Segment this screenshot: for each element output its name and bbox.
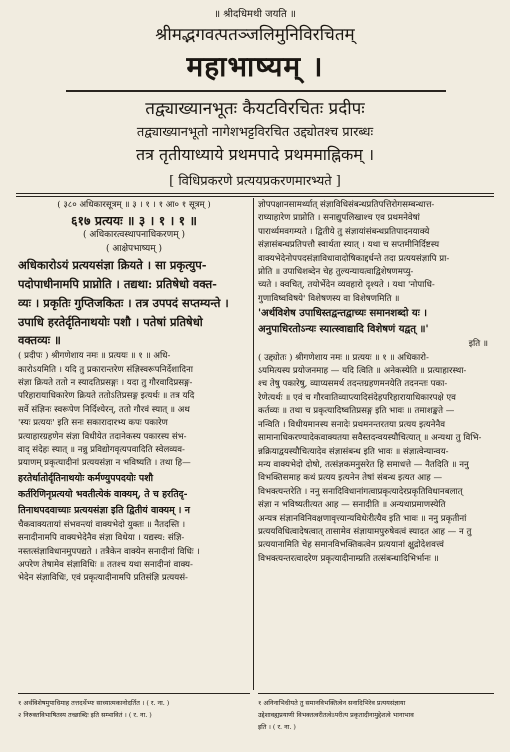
- pradipa-line: परिहारायाधिकारेण क्रियते ततोऽतिप्रसङ्ग इत्यर्थः ॥ तत्र यदि: [18, 391, 195, 402]
- top-rule: [16, 193, 494, 194]
- title-main: महाभाष्यम् ।: [186, 50, 324, 83]
- footnote-rule-left: [18, 693, 250, 694]
- sutra-reference: ( ३८० अधिकारसूत्रम् ॥ ३ । १ । १ आ० १ सूत्रम् ): [57, 200, 211, 210]
- uddyota-line: ऽयमित्यस्य प्रयोजनमाह — यदि त्विति ॥ अनेकस्येति ॥ प्रत्याहारस्था-: [258, 366, 467, 377]
- pradipa-continued-line: ज्ञोपपक्षानसामर्थ्यात् संज्ञाविधिसंबन्धप्रतिपत्तिरोगसम्बन्धात्त-: [258, 200, 435, 210]
- sutra-title: ६१७ प्रत्ययः ॥ ३ । १ । १ ॥: [70, 213, 198, 229]
- commentary-heading-2: तद्व्याख्यानभूतो नागेशभट्टविरचित उद्द्योतश्च प्रारब्धः: [136, 125, 374, 140]
- pradipa-continued-line: पारार्थ्यमवगम्यते । द्वितीये तु संज्ञायांसंबन्धप्रतिपादनयाक्ये: [258, 226, 430, 237]
- bhashya-line: उपाधि हरतेर्दृतिनाथयोः पशौ । पतेषां प्रतिषेधो: [18, 314, 203, 329]
- commentary-heading-1: तद्व्याख्यानभूतः कैयटविरचितः प्रदीपः: [145, 99, 365, 119]
- uddyota-line: कर्तव्यः ॥ तथा च प्रकृत्यादिष्वतिप्रसङ्ग इति भावः ॥ तमाशङ्कते —: [258, 406, 455, 417]
- pradipa-emphasis-line: कर्तरिणिनृप्रत्ययो भवतीत्येकं वाक्यम्, ते च हरतिदृ-: [18, 488, 188, 500]
- bhashya-line: अधिकारोऽयं प्रत्ययसंज्ञा क्रियते । सा प्रकृत्युप-: [18, 258, 207, 273]
- pradipa-line: सनादीनामपि वाक्यभेदेनैव संज्ञा विधेया । यद्यस्य: संज्ञि-: [18, 533, 185, 544]
- uddyota-line: नन्विति । विधीयमानस्य सनादेः प्रथमनन्तरतया प्रत्यय इत्यनेनैव: [258, 419, 446, 430]
- pradipa-emphasis-line: तिनाथपदवाच्याः प्रत्ययसंज्ञा इति द्वितीयं वाक्यम् । न: [18, 504, 190, 516]
- adhikarana-heading: ( अधिकारत्वस्थापनाधिकरणम् ): [83, 230, 185, 241]
- verse-quote-line: अनुपाधिरतोऽन्यः स्यात्स्वाद्यादि विशेषणं यद्वत् ॥': [258, 324, 429, 336]
- uddyota-line: अन्यत्र संज्ञानविनिवक्षणावृत्त्यान्यविधेःरीत्यैव इति भावः ॥ ननु प्रकृतीनां: [258, 513, 467, 524]
- pradipa-emphasis-line: हरतेर्धातोर्दृतिनाथयोः कर्मण्युपपदयोः पशौ: [18, 472, 153, 484]
- pradipa-line: चैकवाक्यतायां संभवन्त्यां वाक्यभेदो युक्तः ॥ नैतदस्ति ।: [18, 519, 186, 530]
- uddyota-line: न्नक्रियाद्वयस्यौचित्यादेव संज्ञासंबन्ध इति भावः ॥ संज्ञात्वेन्यान्वय-: [258, 446, 449, 457]
- pradipa-continued-line: संज्ञासंबन्धप्रतिपत्तौ स्वार्थता स्यात् । यथा च सप्तमीनिर्दिष्टस्य: [258, 240, 440, 251]
- pradipa-continued-line: राघ्याहारेण प्राप्नोति । सनाद्युपलिखाश्च एव प्रथमनेवेषां: [258, 213, 420, 224]
- bhashya-line: व्यः । प्रकृतिः गुप्तिजकितः । तत्र उपपदं सप्तम्यन्ते ।: [18, 295, 229, 310]
- uddyota-line: मन्य वाक्यभेदो दोषो, तत्संज्ञकमनुसरेत हि समाधत्ते — नैतदिति ॥ ननु: [258, 459, 469, 470]
- aksepa-heading: ( आक्षेपभाष्यम् ): [106, 243, 162, 254]
- uddyota-line: सामानाधिकरण्यादेकवाक्यतया सवैस्तदन्वयस्यौचित्यात् ॥ अन्यथा तु विभि-: [258, 433, 482, 444]
- footnote-right-1: १ अनिनाभिधीयते तु समानविभक्तित्वेन सनादिभिरेव प्रत्ययसंज्ञाया: [258, 699, 406, 707]
- pradipa-line: प्रत्याहारग्रहणेन संज्ञा विधीयेत तदानेकस्य पकारस्य संभ-: [18, 431, 187, 442]
- uddyota-line: श्च तेषु पकारेषु, व्याप्यसमर्थ तदन्तग्रहणमनयेति तदनन्तः पका-: [258, 379, 448, 390]
- pradipa-continued-line: च्यते । क्वचित्, तयोर्भेदेन व्यवहारो दृश्यते । यथा 'नोपाधि-: [258, 280, 435, 291]
- header-divider: [66, 90, 446, 92]
- pradipa-line: प्रयाणम् प्रकृत्यादीनां प्रत्ययसंज्ञा न भविष्यति । तथा हि—: [18, 458, 191, 469]
- uddyota-line: विभक्त्यन्तरेति । ननु सनादिविधानांगत्वाप्रकृत्यादेरप्रकृतिविधानबलात्: [258, 486, 463, 497]
- verse-end-marker: इति ॥: [468, 339, 488, 350]
- uddyota-line: विभक्त्यन्तरत्वादरेण प्रकृत्यादीनाम्प्रति तत्संबन्धादिभिर्भानः ॥: [258, 553, 439, 564]
- uddyota-line: प्रत्ययविधित्वादेषत्वात् तासामेव संज्ञायामपुरुषेवत्वं स्यादत आह — न तु: [258, 526, 472, 537]
- uddyota-line: संज्ञा न भविष्यतीत्यत आह — सनादीति ॥ अन्यथाप्रमाणस्येति: [258, 500, 446, 511]
- bhashya-line: पदोपाधीनामपि प्राप्नोति । तद्यथा: प्रतिषेधो वक्त-: [18, 277, 217, 292]
- pradipa-line: सर्वे संज्ञिनः स्वरूपेण निर्दिश्येरन्, ततो गौरवं स्यात् ॥ अथ: [18, 404, 190, 415]
- section-heading: [ विधिप्रकरणे प्रत्ययप्रकरणमारभ्यते ]: [169, 174, 341, 189]
- footnote-left-2: २ निरुक्तविभाषितस्य तच्छाब्दिः इति सम्भावितं । ( र. ना. ): [18, 711, 152, 719]
- pradipa-line: वाद् संदेहः स्यात् ॥ नन्नु प्रविद्योगवृत्यपवादिति स्वेलव्यव-: [18, 445, 185, 456]
- column-divider: [253, 198, 254, 690]
- footnote-rule-right: [258, 693, 494, 694]
- footnote-left-1: १ अर्थविशेषमुपाधिमाह तत्तदर्थेभ्यः साध्यात्मकानोदर्तित । ( र. ना. ): [18, 699, 170, 707]
- pradipa-line: 'स्यः प्रत्ययः' इति सनः सकारादारभ्य कपः पकारेण: [18, 418, 168, 429]
- invocation-line: ॥ श्रीदधिमथी जयति ॥: [214, 9, 296, 20]
- pradipa-line: ( प्रदीपः ) श्रीगणेशाय नमः ॥ प्रत्ययः ॥ १ ॥ अधि-: [18, 351, 171, 362]
- footnote-right-3: इति । ( र. ना. ): [258, 723, 296, 731]
- pradipa-line: संज्ञा क्रियते ततो न स्यादतिप्रसङ्गः । यदा तु गौरवादिप्रसङ्ग-: [18, 378, 193, 389]
- bhashya-line: वक्तव्यः ॥: [18, 333, 61, 348]
- chapter-heading: तत्र तृतीयाध्याये प्रथमपादे प्रथममाह्निकम् ।: [135, 145, 375, 164]
- pradipa-line: नस्तत्संज्ञाविधानमुपपद्यते । तत्रैकेन वाक्येन सनादीनां विधिः ।: [18, 546, 200, 557]
- right-column: [258, 199, 494, 690]
- pradipa-continued-line: प्नोति ॥ उपाधिशब्देन चेह तुल्यन्यायत्वाद्विशेषणमप्यु-: [258, 267, 414, 278]
- title-author: श्रीमद्भगवत्पतञ्जलिमुनिविरचितम्: [155, 25, 355, 45]
- pradipa-line: कारोऽयमिति । यदि तु प्रकारान्तरेण संज्ञिस्वरूपनिर्देशादिना: [18, 364, 194, 375]
- uddyota-line: प्रत्ययानामिति चेह समानविभक्तिकत्वेन प्रत्ययानां क्षुद्रोदेशवत्त्वं: [258, 540, 444, 551]
- pradipa-line: अपरेण तेषामेव संज्ञाविधिः ॥ ततश्च यथा सनादीनां वाक्य-: [18, 560, 193, 571]
- footnote-right-2: उद्देशावह्यप्रयाणी विभक्तत्वरीतत्वेऽपरीत्य प्रकृतादीनामुद्देशत्वे भानाभाव: [258, 711, 414, 719]
- uddyota-line: रेणेत्यर्थः ॥ एवं च गौरवातिव्याप्त्यादिसंदेहपरिहारायाधिकारपक्षे एव: [258, 392, 456, 403]
- pradipa-continued-line: वाक्यभेदेनोपपदसंज्ञाविधावादोषिकाद्दर्धन्ते तदा प्रत्ययसंज्ञापि प्रा-: [258, 253, 450, 264]
- verse-quote-line: 'अर्थविशेष उपाधिस्तद्वन्तद्वाच्यः समानशब्दो यः ।: [258, 308, 427, 320]
- uddyota-line: विभक्तिसमाह कथं प्रत्यय इत्यनेन तेषां संबन्ध इत्यत आह —: [258, 473, 443, 484]
- pradipa-line: भेदेन संज्ञाविधिः, एवं प्रकृत्यादीनामपि प्रतिसंज्ञि प्रत्ययसं-: [18, 573, 188, 584]
- uddyota-line: ( उद्द्योतः ) श्रीगणेशाय नमः ॥ प्रत्ययः ॥ १ ॥ अधिकारो-: [258, 352, 429, 363]
- top-rule-double: [16, 196, 494, 197]
- pradipa-continued-line: गुणाविष्वविषये' विशेषणस्य वा विशेषणमिति ॥: [258, 293, 400, 304]
- left-column: [18, 199, 250, 690]
